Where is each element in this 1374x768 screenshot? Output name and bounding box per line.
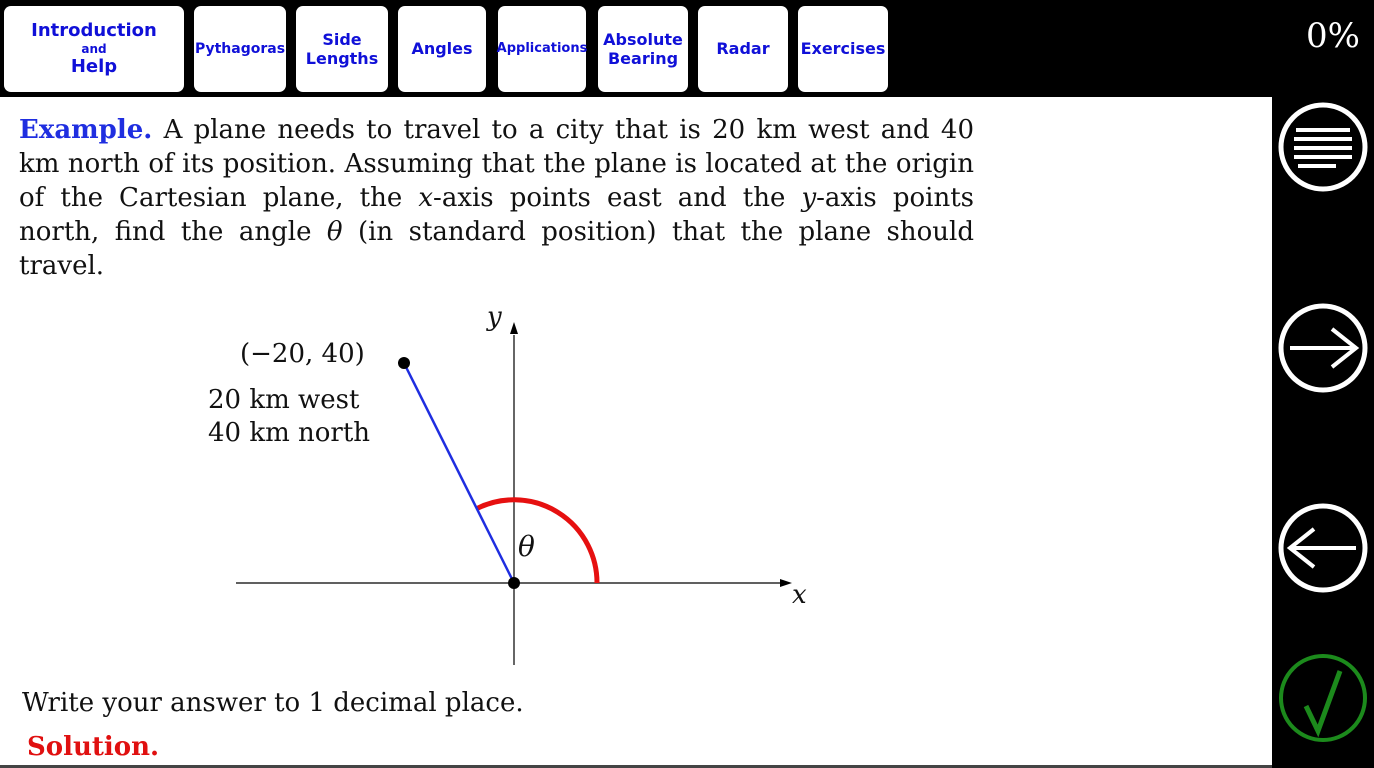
point-label: (−20, 40) [240, 339, 365, 369]
tab-label: Radar [716, 39, 770, 59]
y-variable: y [801, 183, 817, 213]
tab-label-line: Lengths [305, 49, 379, 68]
tab-applications[interactable] [498, 6, 586, 92]
tab-label: Applications [496, 41, 588, 57]
tab-label-line: and [81, 41, 107, 56]
example-heading: Example. [19, 115, 153, 145]
angle-arc [477, 500, 597, 583]
top-navigation-bar [0, 0, 1374, 97]
direction-segment [404, 363, 514, 583]
west-label: 20 km west [208, 385, 360, 415]
tab-radar[interactable] [698, 6, 788, 92]
check-button[interactable] [1272, 648, 1374, 748]
tab-introduction-and-help[interactable] [4, 6, 184, 92]
tab-exercises[interactable] [798, 6, 888, 92]
y-axis-arrow [510, 322, 518, 334]
tab-absolute-bearing[interactable] [598, 6, 688, 92]
example-text-part: (in standard position) that the plane should travel. [19, 217, 974, 281]
next-button[interactable] [1272, 298, 1374, 398]
example-text-part: -axis points east and the [433, 183, 802, 213]
tab-label-line: Absolute [603, 29, 683, 49]
tab-label-line: Introduction [31, 20, 157, 42]
tab-pythagoras[interactable] [194, 6, 286, 92]
example-text-part: -axis points north, find the angle [19, 183, 974, 247]
tab-angles[interactable] [398, 6, 486, 92]
menu-button[interactable] [1272, 97, 1374, 197]
checkmark-icon [1276, 651, 1370, 745]
origin-point [508, 577, 520, 589]
back-button[interactable] [1272, 498, 1374, 598]
example-text [19, 113, 974, 283]
solution-link[interactable]: Solution. [27, 732, 160, 762]
tab-label: Angles [411, 39, 473, 59]
y-axis-label: y [487, 302, 502, 332]
north-label: 40 km north [208, 418, 371, 448]
progress-indicator: 0% [1306, 16, 1360, 56]
tab-label-line: Bearing [607, 49, 679, 68]
theta-symbol: θ [326, 217, 343, 247]
theta-label: θ [518, 530, 535, 563]
menu-lines-icon [1276, 100, 1370, 194]
tab-label: Pythagoras [194, 40, 286, 57]
destination-point [398, 357, 410, 369]
tab-label-line: Side [322, 29, 362, 49]
x-axis-arrow [780, 579, 792, 587]
tab-label-line: Help [70, 56, 118, 78]
tab-label: Exercises [800, 39, 886, 59]
x-variable: x [418, 183, 434, 213]
right-arrow-icon [1276, 301, 1370, 395]
answer-instruction: Write your answer to 1 decimal place. [22, 688, 524, 718]
example-text-part: A plane needs to travel to a city that is 20 km west and 40 km north of its position. Assuming that the plane is located at the origin of the Cartesian plane, the [19, 115, 975, 213]
tab-side-lengths[interactable] [296, 6, 388, 92]
left-arrow-icon [1276, 501, 1370, 595]
x-axis-label: x [792, 580, 807, 610]
